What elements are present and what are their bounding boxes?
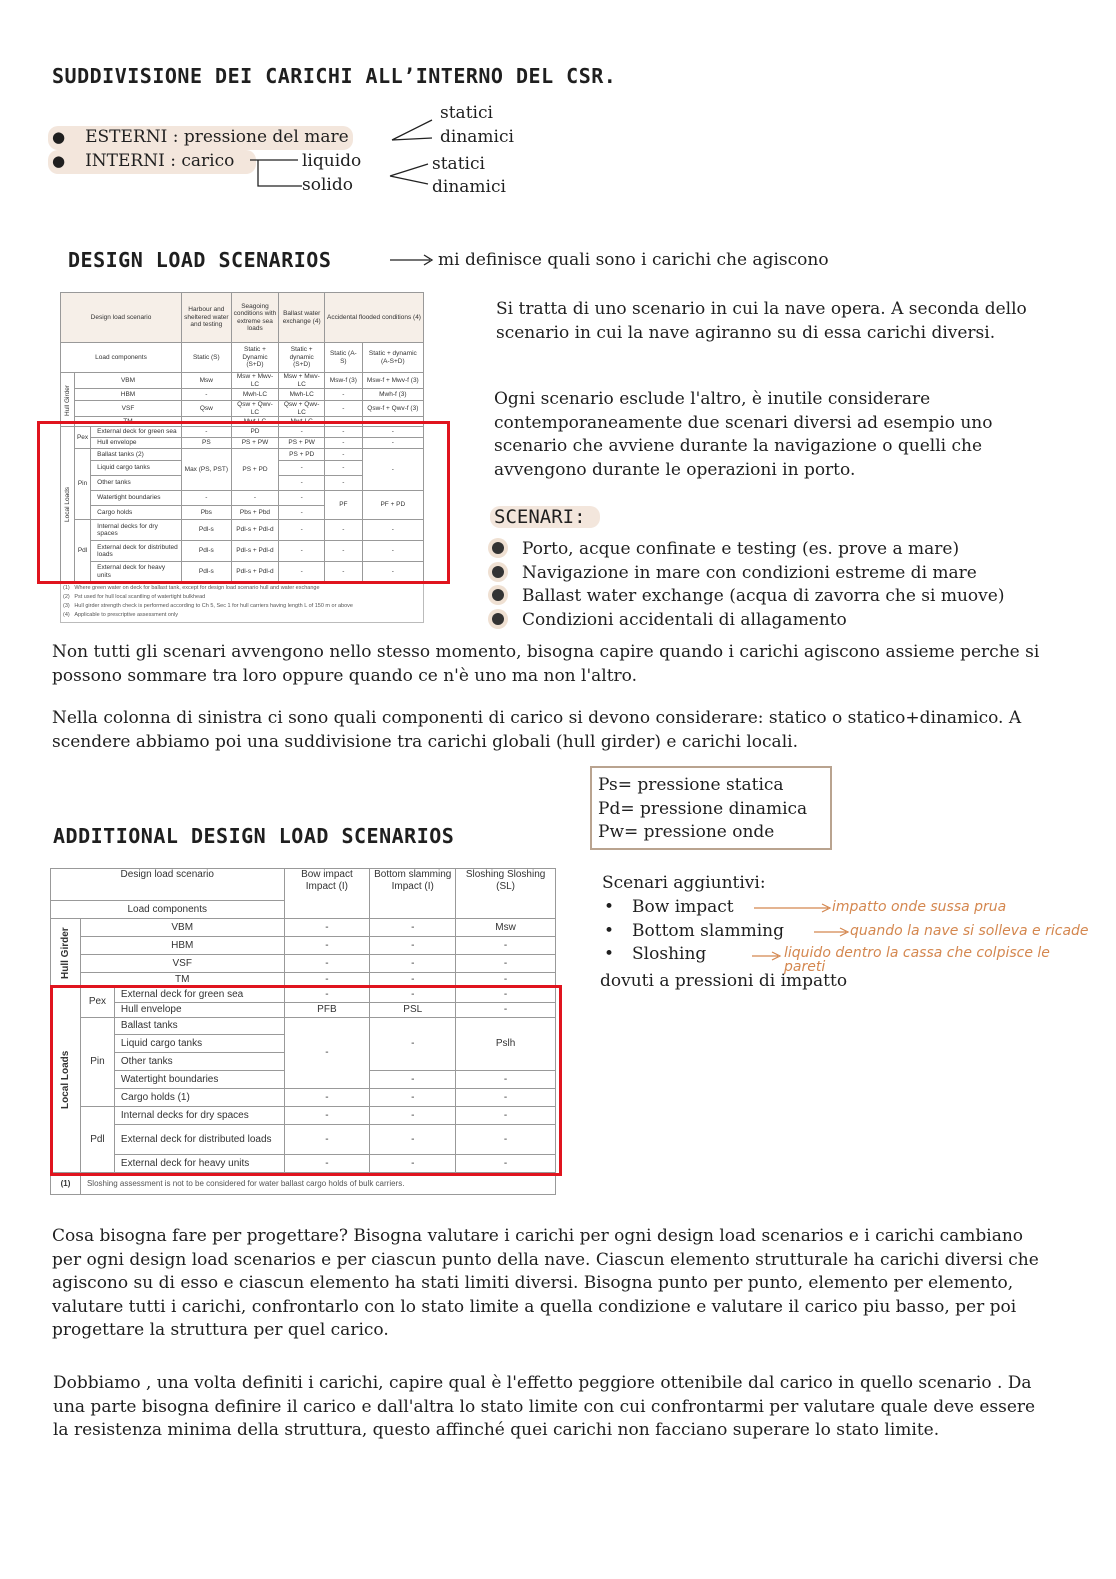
t2-cell: - (370, 1107, 456, 1125)
t2-cell: - (284, 987, 370, 1003)
section2-title: DESIGN LOAD SCENARIOS (68, 248, 332, 272)
t1-cell: - (325, 389, 363, 401)
t1-cell: - (362, 562, 423, 582)
t1-note: (2) Pst used for hull local scantling of watertight bulkhead (63, 594, 206, 600)
t1-cell: Max (PS, PST) (182, 449, 232, 491)
t1-cell: - (279, 461, 325, 476)
t2-hull-girder: Hull Girder (51, 919, 81, 987)
scenari-title: SCENARI: (490, 506, 600, 528)
t1-cell: Mwt-LC (231, 417, 279, 427)
t2-cell: - (370, 919, 456, 937)
t2-cell: - (284, 1125, 370, 1155)
t1-cell: External deck for distributed loads (91, 541, 182, 562)
t2-cell: External deck for heavy units (114, 1155, 284, 1173)
t1-cell: Msw + Mwv-LC (279, 373, 325, 389)
t2-cell: VSF (80, 955, 284, 973)
t2-cell: Pslh (456, 1018, 556, 1071)
list-item: • Sloshing (604, 944, 707, 964)
t1-h-col: Ballast water exchange (4) (279, 293, 325, 343)
t2-group: Pex (80, 987, 114, 1018)
t1-cell: Pdl-s + Pdl-d (231, 520, 279, 541)
t2-cell: - (284, 1155, 370, 1173)
t1-cell: - (279, 541, 325, 562)
t1-cell: - (325, 449, 363, 461)
paragraph-a: Non tutti gli scenari avvengono nello stesso momento, bisogna capire quando i carichi agiscono assieme perche si possono sommare tra loro oppure quando ce n'è uno ma non l'altro. (52, 642, 1040, 686)
t2-note-text: Sloshing assessment is not to be considered for water ballast cargo holds of bulk carriers. (80, 1173, 555, 1195)
t1-cell: - (182, 491, 232, 506)
t2-cell: - (284, 1089, 370, 1107)
t1-cell: PF + PD (362, 491, 423, 520)
arrow-note: mi definisce quali sono i carichi che agiscono (438, 250, 829, 270)
t2-cell: TM (80, 973, 284, 987)
list-item: Navigazione in mare con condizioni estreme di mare (492, 562, 1004, 586)
t1-cell: PS + PW (279, 438, 325, 449)
paragraph-d: Dobbiamo , una volta definiti i carichi, capire qual è l'effetto peggiore ottenibile dal carico in quello scenario . Da una parte bisogna definire il carico e dall'altra lo stato limite con cui confrontarmi per valutare quale deve essere la resistenza minima della struttura, questo affinché quei carichi non facciano superare lo stato limite. (53, 1373, 1036, 1440)
t1-cell: Msw (182, 373, 232, 389)
t1-cell: Pdl-s (182, 520, 232, 541)
list-item: • Bottom slamming (604, 920, 784, 941)
t2-cell: Other tanks (114, 1053, 284, 1071)
t1-cell: - (362, 520, 423, 541)
bullet-icon: ● (52, 152, 66, 170)
t2-h-col: Bow impact Impact (I) (284, 869, 370, 919)
t1-cell: Mwt-LC (279, 417, 325, 427)
t1-cell: - (325, 427, 363, 438)
t1-cell: PS (182, 438, 232, 449)
interni-label: INTERNI : carico (85, 151, 235, 171)
t1-cell: PS + PD (231, 449, 279, 491)
t1-cell: - (362, 417, 423, 427)
t1-note: (3) Hull girder strength check is performed according to Ch 5, Sec 1 for hull carriers having length L of 150 m or above (63, 603, 353, 609)
t1-cell: Pdl-s + Pdl-d (231, 562, 279, 582)
t1-cell: PD (231, 427, 279, 438)
t1-cell: VSF (74, 401, 181, 417)
t2-cell: - (456, 973, 556, 987)
section1-title: SUDDIVISIONE DEI CARICHI ALL’INTERNO DEL CSR. (52, 64, 617, 88)
t1-h-sub: Static + Dynamic (S+D) (231, 343, 279, 373)
t1-cell: - (279, 562, 325, 582)
t1-cell: Liquid cargo tanks (91, 461, 182, 476)
t2-cell: - (370, 1125, 456, 1155)
t1-cell: Pdl-s (182, 562, 232, 582)
legend-item: Pw= pressione onde (598, 822, 775, 842)
t2-cell: - (456, 1089, 556, 1107)
t2-cell: - (284, 1018, 370, 1089)
t2-cell: - (456, 1125, 556, 1155)
t2-cell: Internal decks for dry spaces (114, 1107, 284, 1125)
t1-cell: Qsw-f + Qwv-f (3) (362, 401, 423, 417)
t1-cell: Hull envelope (91, 438, 182, 449)
t2-cell: - (370, 987, 456, 1003)
legend-box (590, 766, 832, 850)
esterni-label: ESTERNI : pressione del mare (85, 127, 349, 147)
t1-cell: External deck for green sea (91, 427, 182, 438)
paragraph-b: Nella colonna di sinistra ci sono quali componenti di carico si devono considerare: statico o statico+dinamico. A scendere abbiamo poi una suddivisione tra carichi globali (hull girder) e carichi locali. (52, 708, 1022, 752)
int-liquido: liquido (302, 151, 362, 171)
t1-cell: - (231, 491, 279, 506)
t1-cell: - (182, 389, 232, 401)
t1-cell: Pbs + Pbd (231, 506, 279, 520)
table2-highlight-box (50, 985, 562, 1176)
t1-group: Pin (74, 449, 90, 520)
t1-cell: - (362, 541, 423, 562)
t2-cell: Hull envelope (114, 1003, 284, 1018)
t2-cell: - (370, 1155, 456, 1173)
t2-cell: VBM (80, 919, 284, 937)
t1-h-dls: Design load scenario (61, 293, 182, 343)
t1-cell: Other tanks (91, 476, 182, 491)
t1-cell: Qsw + Qwv-LC (279, 401, 325, 417)
ext-statici: statici (440, 103, 493, 123)
t1-cell: Mwh-LC (231, 389, 279, 401)
t1-cell: Mwh-LC (279, 389, 325, 401)
t1-cell: Watertight boundaries (91, 491, 182, 506)
t2-cell: Cargo holds (1) (114, 1089, 284, 1107)
t1-cell: - (182, 417, 232, 427)
t1-h-col: Accidental flooded conditions (4) (325, 293, 424, 343)
t2-cell: Msw (456, 919, 556, 937)
t1-h-sub: Static (A-S) (325, 343, 363, 373)
t1-cell: PS + PD (279, 449, 325, 461)
t2-local-loads: Local Loads (51, 987, 81, 1173)
t1-group: Pex (74, 427, 90, 449)
int-solido: solido (302, 175, 353, 195)
t2-cell: - (370, 1018, 456, 1071)
bullet-icon (492, 542, 504, 554)
t2-cell: Watertight boundaries (114, 1071, 284, 1089)
t1-h-sub: Static + dynamic (A-S+D) (362, 343, 423, 373)
t1-group: Pdl (74, 520, 90, 582)
t1-cell: - (279, 491, 325, 506)
t2-cell: External deck for green sea (114, 987, 284, 1003)
t1-h-col: Harbour and sheltered water and testing (182, 293, 232, 343)
t2-cell: - (370, 955, 456, 973)
t2-cell: Ballast tanks (114, 1018, 284, 1035)
t2-cell: - (370, 937, 456, 955)
impact-note: dovuti a pressioni di impatto (600, 971, 848, 991)
list-item: Condizioni accidentali di allagamento (492, 609, 1004, 633)
bullet-icon: ● (52, 128, 66, 146)
table1-highlight-box (37, 421, 450, 584)
t1-cell: Pdl-s + Pdl-d (231, 541, 279, 562)
t1-cell: - (362, 438, 423, 449)
t1-h-col: Seagoing conditions with extreme sea loads (231, 293, 279, 343)
t1-note: (4) Applicable to prescriptive assessment only (63, 612, 178, 618)
scenari-aggiuntivi-title: Scenari aggiuntivi: (602, 873, 766, 893)
paragraph-c: Cosa bisogna fare per progettare? Bisogna valutare i carichi per ogni design load scenarios e i carichi cambiano per ogni design load scenarios e per ciascun punto della nave. Ciascun elemento strutturale ha carichi diversi che agiscono su di esso e ciascun elemento ha stati limiti diversi. Bisogna punto per punto, elemento per elemento, valutare tutti i carichi, confrontarlo con lo stato limite a quella condizione e valutare il carico piu basso, per poi progettare la struttura per quel carico. (52, 1226, 1039, 1340)
section2-para2: Ogni scenario esclude l'altro, è inutile considerare contemporaneamente due scenari diversi ad esempio uno scenario che avviene durante la navigazione o quelli che avvengono durante le operazioni in porto. (494, 389, 993, 480)
t1-cell: PF (325, 491, 363, 520)
t1-cell: Msw-f + Mwv-f (3) (362, 373, 423, 389)
bullet-icon (492, 566, 504, 578)
bullet-icon (492, 613, 504, 625)
t1-cell: Pdl-s (182, 541, 232, 562)
list-item: Porto, acque confinate e testing (es. prove a mare) (492, 538, 1004, 562)
t1-cell: - (279, 520, 325, 541)
t1-cell: - (182, 427, 232, 438)
t1-cell: Qsw (182, 401, 232, 417)
section2-para1: Si tratta di uno scenario in cui la nave opera. A seconda dello scenario in cui la nave agiranno su di essa carichi diversi. (496, 299, 1027, 343)
int-dinamici: dinamici (432, 177, 506, 197)
t1-cell: Internal decks for dry spaces (91, 520, 182, 541)
t2-cell: - (456, 1071, 556, 1089)
section3-title: ADDITIONAL DESIGN LOAD SCENARIOS (53, 824, 455, 848)
t1-cell: - (325, 461, 363, 476)
t2-cell: - (456, 955, 556, 973)
t2-cell: - (456, 1155, 556, 1173)
t1-hull-girder: Hull Girder (61, 373, 75, 427)
t2-h-col: Bottom slamming Impact (I) (370, 869, 456, 919)
t2-cell: Liquid cargo tanks (114, 1035, 284, 1053)
t2-cell: External deck for distributed loads (114, 1125, 284, 1155)
bullet-icon: • (604, 897, 615, 917)
t1-note: (1) Where green water on deck for ballast tank, except for design load scenario hull and water exchange (63, 585, 320, 591)
t2-cell: - (370, 973, 456, 987)
t1-cell: Qsw + Qwv-LC (231, 401, 279, 417)
t2-h-lc: Load components (51, 901, 285, 919)
t1-local-loads: Local Loads (61, 427, 75, 582)
t1-cell: HBM (74, 389, 181, 401)
t1-cell: - (325, 541, 363, 562)
t1-cell: Ballast tanks (2) (91, 449, 182, 461)
list-item: Ballast water exchange (acqua di zavorra che si muove) (492, 585, 1004, 609)
ext-dinamici: dinamici (440, 127, 514, 147)
t2-group: Pdl (80, 1107, 114, 1173)
t1-cell: Mwh-f (3) (362, 389, 423, 401)
legend-item: Ps= pressione statica (598, 775, 784, 795)
t1-cell: - (362, 427, 423, 438)
bullet-icon: • (604, 920, 615, 941)
t1-cell: Msw-f (3) (325, 373, 363, 389)
t1-cell: - (362, 449, 423, 491)
t2-cell: - (284, 973, 370, 987)
int-statici: statici (432, 154, 485, 174)
t1-cell: PS + PW (231, 438, 279, 449)
t2-cell: - (284, 955, 370, 973)
t2-cell: - (284, 919, 370, 937)
t2-h-col: Sloshing Sloshing (SL) (456, 869, 556, 919)
t1-cell: - (325, 520, 363, 541)
t1-cell: - (325, 417, 363, 427)
t1-cell: VBM (74, 373, 181, 389)
t2-group: Pin (80, 1018, 114, 1107)
arrow-right-icon (388, 252, 438, 268)
t1-cell: - (279, 476, 325, 491)
t2-cell: - (456, 987, 556, 1003)
t2-cell: - (370, 1071, 456, 1089)
t1-cell: Cargo holds (91, 506, 182, 520)
t1-cell: TM (74, 417, 181, 427)
t2-cell: - (456, 1107, 556, 1125)
legend-item: Pd= pressione dinamica (598, 798, 808, 819)
t2-cell: HBM (80, 937, 284, 955)
t1-h-sub: Static + dynamic (S+D) (279, 343, 325, 373)
t2-cell: PFB (284, 1003, 370, 1018)
t1-cell: - (325, 476, 363, 491)
t2-cell: - (284, 937, 370, 955)
t1-cell: - (279, 427, 325, 438)
t2-h-dls: Design load scenario (51, 869, 285, 901)
t2-note-num: (1) (51, 1173, 81, 1195)
t1-cell: External deck for heavy units (91, 562, 182, 582)
t1-cell: Pbs (182, 506, 232, 520)
interni-item (48, 150, 256, 174)
t2-cell: - (456, 1003, 556, 1018)
t1-h-lc: Load components (61, 343, 182, 373)
t2-cell: - (370, 1089, 456, 1107)
scenari-list (492, 538, 1004, 632)
t1-cell: Msw + Mwv-LC (231, 373, 279, 389)
t1-cell: - (325, 401, 363, 417)
list-item: • Bow impact (604, 897, 734, 917)
hand-note-slamming: quando la nave si solleva e ricade (850, 923, 1089, 939)
bullet-icon (492, 589, 504, 601)
t1-cell: - (325, 562, 363, 582)
t1-h-sub: Static (S) (182, 343, 232, 373)
t2-cell: PSL (370, 1003, 456, 1018)
t1-cell: - (325, 438, 363, 449)
t2-cell: - (284, 1107, 370, 1125)
hand-note-sloshing: liquido dentro la cassa che colpisce le pareti (784, 945, 1050, 975)
bullet-icon: • (604, 944, 615, 964)
hand-note-bow: impatto onde sussa prua (832, 899, 1007, 915)
t2-cell: - (456, 937, 556, 955)
t1-cell: - (279, 506, 325, 520)
